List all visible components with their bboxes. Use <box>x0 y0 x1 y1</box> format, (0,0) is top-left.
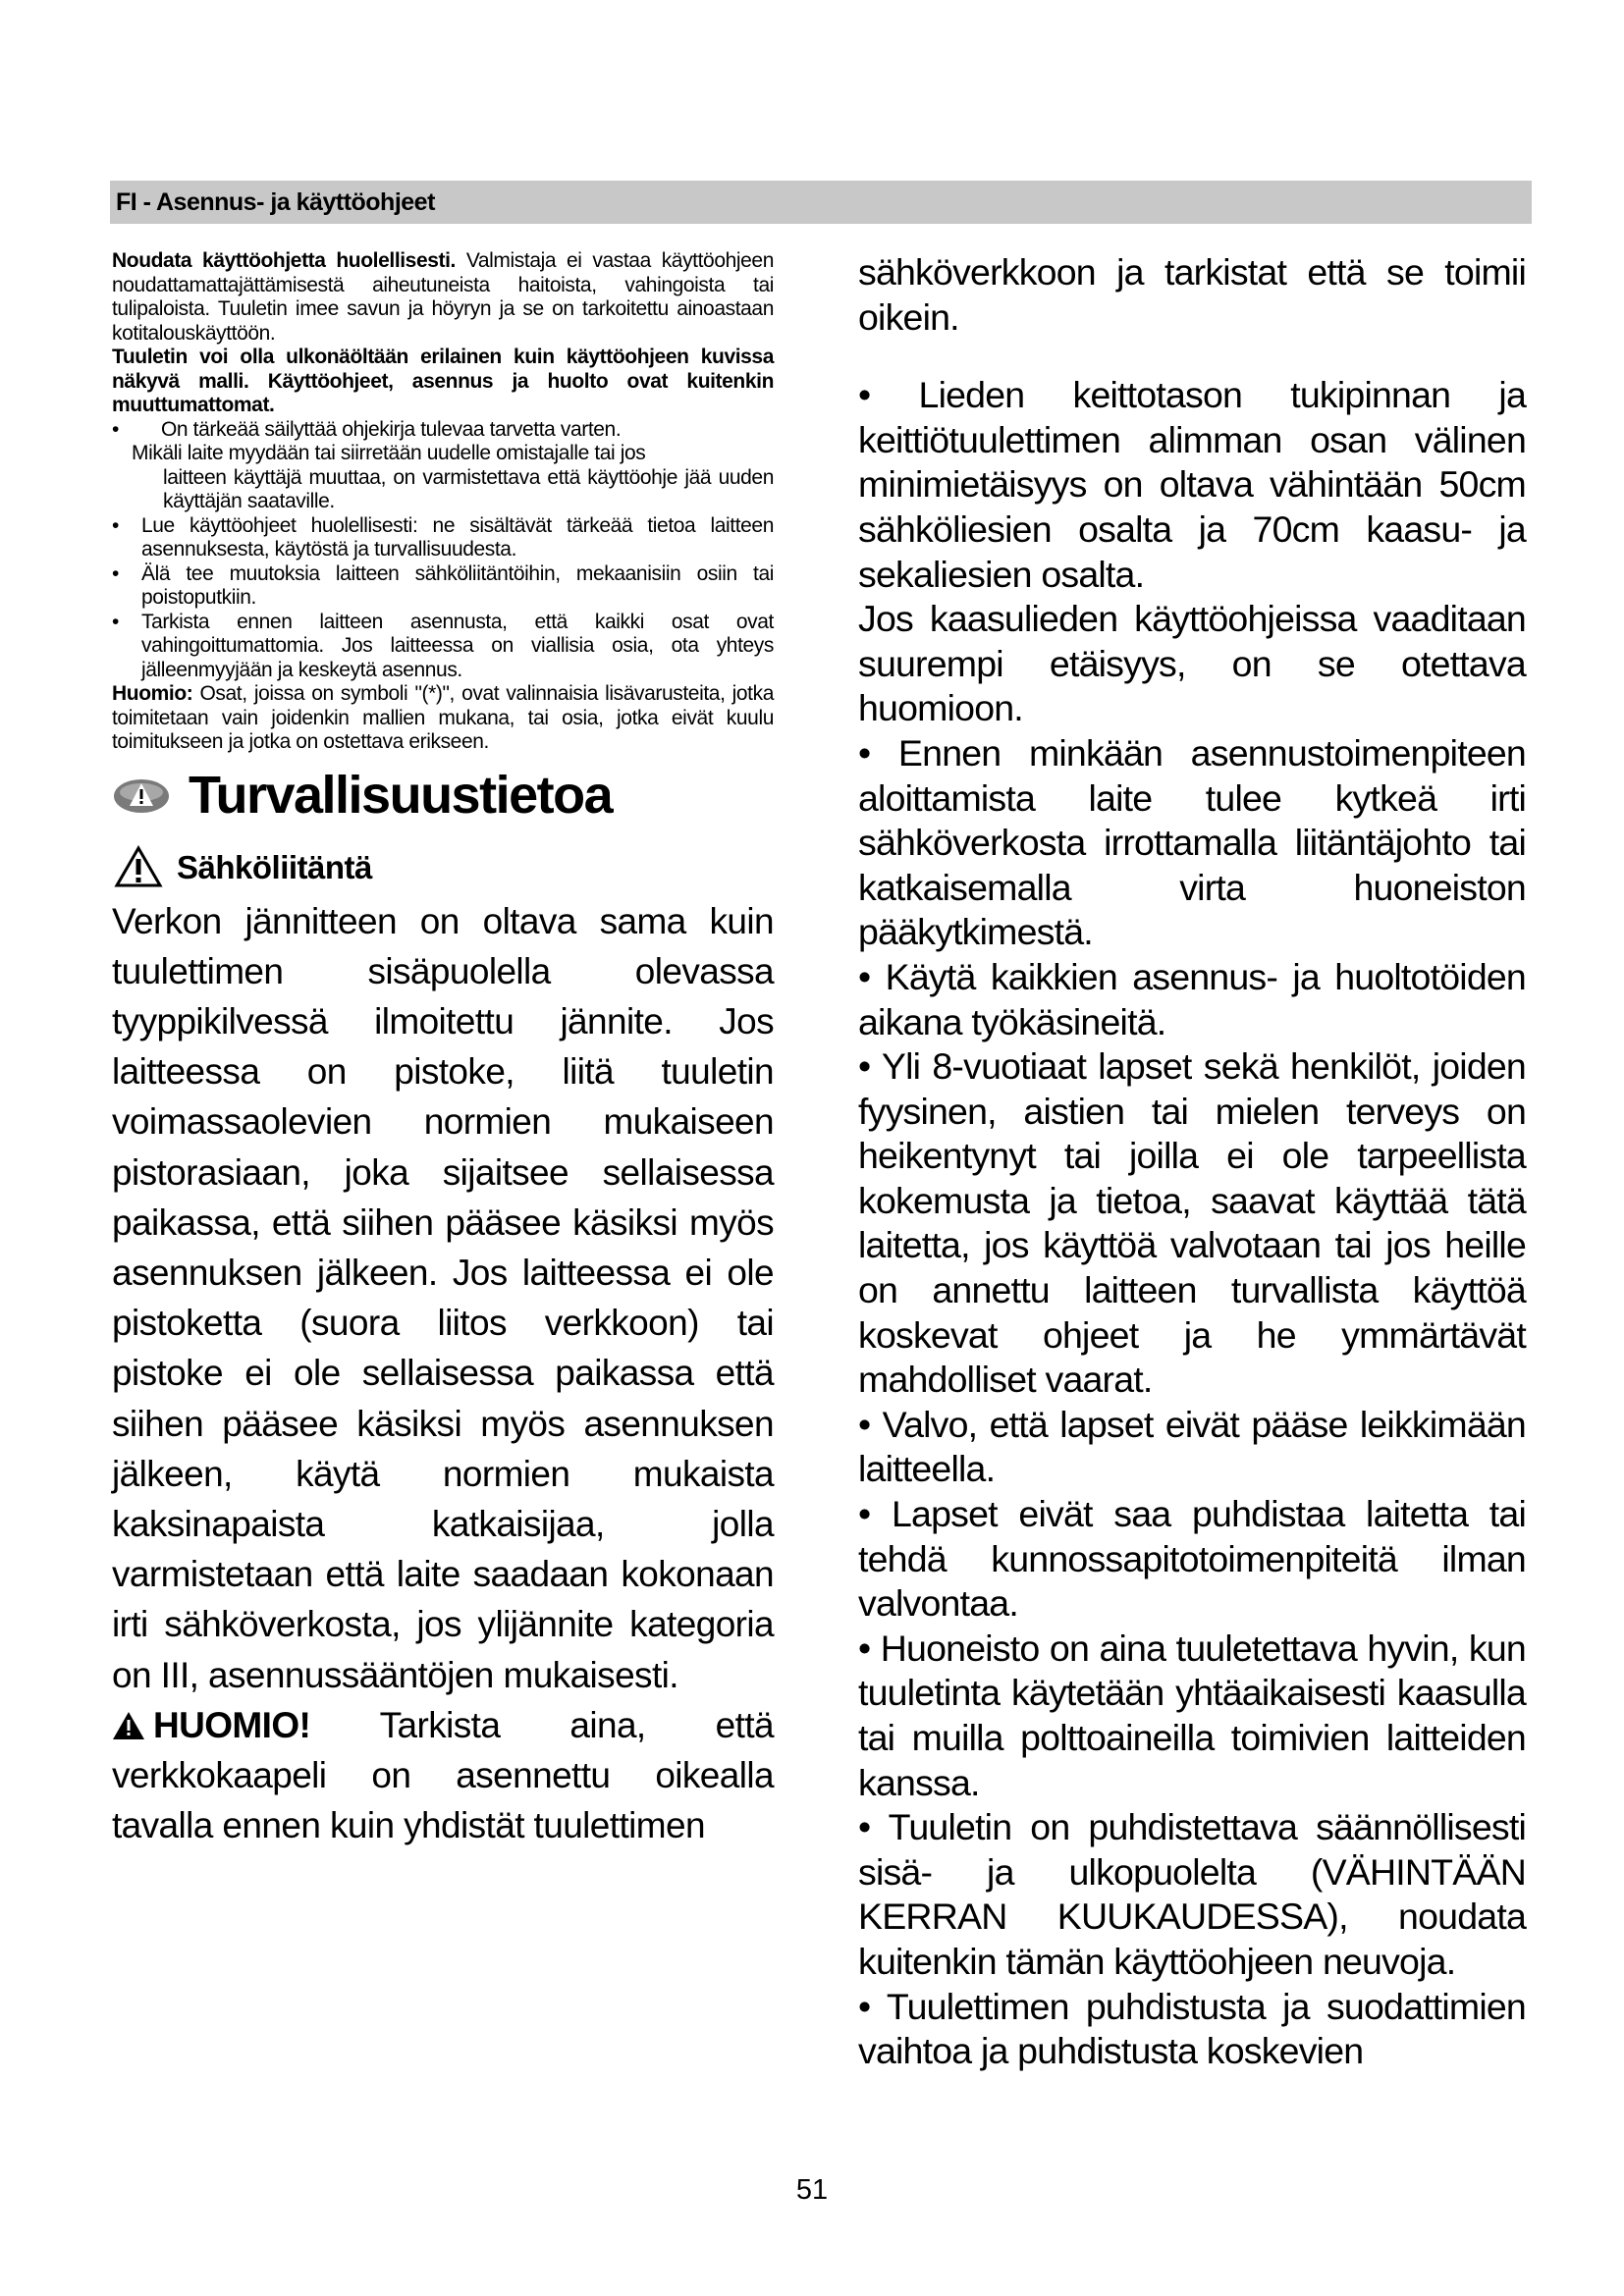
intro-paragraph-1 <box>112 249 774 346</box>
right-item-9: • Tuuletin on puhdistettava säännöllisesti sisä- ja ulkopuolelta (VÄHINTÄÄN KERRAN KUUKAUDESSA), noudata kuitenkin tämän käyttöohjeen neuvoja. <box>858 1806 1526 1982</box>
intro-bullet-4 <box>112 611 774 683</box>
bullet-mark: • <box>112 610 119 633</box>
intro-bullet-3 <box>112 562 774 611</box>
intro-bullet-1 <box>112 418 774 443</box>
right-item-6: • Valvo, että lapset eivät pääse leikkimään laitteella. <box>858 1403 1526 1490</box>
header-title: FI - Asennus- ja käyttöohjeet <box>116 188 435 216</box>
intro-p1-bold: Noudata käyttöohjetta huolellisesti. <box>112 249 456 272</box>
intro-note <box>112 682 774 755</box>
electrical-body: Verkon jännitteen on oltava sama kuin tuulettimen sisäpuolella olevassa tyyppikilvessä ilmoitettu jännite. Jos laitteessa on pistoke, liitä tuuletin voimassaolevien normien mukaiseen pistorasiaan, joka sijaitsee sellaisessa paikassa, että siihen pääsee käsiksi myös asennuksen jälkeen. Jos laitteessa ei ole pistoketta (suora liitos verkkoon) tai pistoke ei ole sellaisessa paikassa että siihen pääsee käsiksi myös asennuksen jälkeen, käytä normien mukaista kaksinapaista katkaisijaa, jolla varmistetaan että laite saadaan kokonaan irti sähköverkosta, jos ylijännite kategoria on III, asennussääntöjen mukaisesti. <box>112 900 774 1695</box>
right-item-8: • Huoneisto on aina tuuletettava hyvin, kun tuuletinta käytetään yhtäaikaisesti kaasulla tai muilla polttoaineilla toimivien laitteiden kanssa. <box>858 1627 1526 1803</box>
intro-bullet-3-text: Älä tee muutoksia laitteen sähköliitäntöihin, mekaanisiin osiin tai poistoputkiin. <box>141 561 774 609</box>
right-column <box>858 250 1526 2074</box>
warning-label: HUOMIO! <box>153 1704 311 1745</box>
electrical-heading <box>112 843 774 896</box>
intro-p1-text: Valmistaja ei vastaa käyttöohjeen noudattamattajättämisestä aiheutuneista haitoista, vahingoista tai tulipaloista. Tuuletin imee savun ja höyryn ja se on tarkoitettu ainoastaan kotitalouskäyttöön. <box>112 249 774 345</box>
electrical-title: Sähköliitäntä <box>177 848 372 885</box>
intro-bullet-1-line-2: Mikäli laite myydään tai siirretään uudelle omistajalle tai jos <box>132 442 646 464</box>
right-item-2: Jos kaasulieden käyttöohjeissa vaaditaan suurempi etäisyys, on se otettava huomioon. <box>858 598 1526 729</box>
warning-triangle-icon <box>114 845 163 888</box>
intro-paragraph-2: Tuuletin voi olla ulkonäöltään erilainen kuin käyttöohjeen kuvissa näkyvä malli. Käyttöohjeet, asennus ja huolto ovat kuitenkin muuttumattomat. <box>112 346 774 416</box>
bullet-mark: • <box>112 561 119 585</box>
intro-note-text: Osat, joissa on symboli "(*)", ovat valinnaisia lisävarusteita, jotka toimitetaan vain joidenkin mallien mukana, tai osia, jotka eivät kuulu toimitukseen ja jotka on ostettava erikseen. <box>112 682 774 753</box>
right-item-1: • Lieden keittotason tukipinnan ja keittiötuulettimen alimman osan välinen minimietäisyys on oltava vähintään 50cm sähköliesien osalta ja 70cm kaasu- ja sekaliesien osalta. <box>858 374 1526 595</box>
page-number: 51 <box>795 2174 829 2206</box>
safety-heading <box>112 765 774 839</box>
warning-filled-icon <box>112 1711 145 1740</box>
bullet-mark: • <box>112 417 119 441</box>
right-item-7: • Lapset eivät saa puhdistaa laitetta tai tehdä kunnossapitotoimenpiteitä ilman valvontaa. <box>858 1493 1526 1625</box>
electrical-warning <box>112 1700 774 1851</box>
safety-title: Turvallisuustietoa <box>189 765 613 825</box>
right-item-4: • Käytä kaikkien asennus- ja huoltotöiden aikana työkäsineitä. <box>858 955 1526 1042</box>
intro-bullet-4-text: Tarkista ennen laitteen asennusta, että kaikki osat ovat vahingoittumattomia. Jos laitteessa on viallisia osia, ota yhteys jälleenmyyjään ja keskeytä asennus. <box>141 610 774 681</box>
right-continuation: sähköverkkoon ja tarkistat että se toimii oikein. <box>858 251 1526 338</box>
intro-bullet-1-line-1: On tärkeää säilyttää ohjekirja tulevaa tarvetta varten. <box>161 417 622 441</box>
intro-section <box>112 249 774 755</box>
intro-note-label: Huomio: <box>112 682 193 705</box>
right-item-5: • Yli 8-vuotiaat lapset sekä henkilöt, joiden fyysinen, aistien tai mielen terveys on heikentynyt tai joilla ei ole tarpeellista kokemusta ja tietoa, saavat käyttää tätä laitetta, jos käyttöä valvotaan tai jos heille on annettu laitteen turvallista käyttöä koskevat ohjeet ja he ymmärtävät mahdolliset vaarat. <box>858 1045 1526 1401</box>
warning-oval-icon <box>112 776 171 816</box>
header-bar <box>110 181 1532 224</box>
intro-bullet-2-text: Lue käyttöohjeet huolellisesti: ne sisältävät tärkeää tietoa laitteen asennuksesta, käytöstä ja turvallisuudesta. <box>141 513 774 561</box>
intro-bullet-1-rest: laitteen käyttäjä muuttaa, on varmistettava että käyttöohje jää uuden käyttäjän saataville. <box>163 465 774 512</box>
right-item-10: • Tuulettimen puhdistusta ja suodattimien vaihtoa ja puhdistusta koskevien <box>858 1985 1526 2072</box>
intro-bullet-2 <box>112 514 774 562</box>
warning-text: Tarkista aina, että verkkokaapeli on asennettu oikealla tavalla ennen kuin yhdistät tuulettimen <box>112 1704 774 1846</box>
left-column <box>112 249 774 1850</box>
right-item-3: • Ennen minkään asennustoimenpiteen aloittamista laite tulee kytkeä irti sähköverkosta irrottamalla liitäntäjohto tai katkaisemalla virta huoneiston pääkytkimestä. <box>858 731 1526 953</box>
bullet-mark: • <box>112 513 119 537</box>
